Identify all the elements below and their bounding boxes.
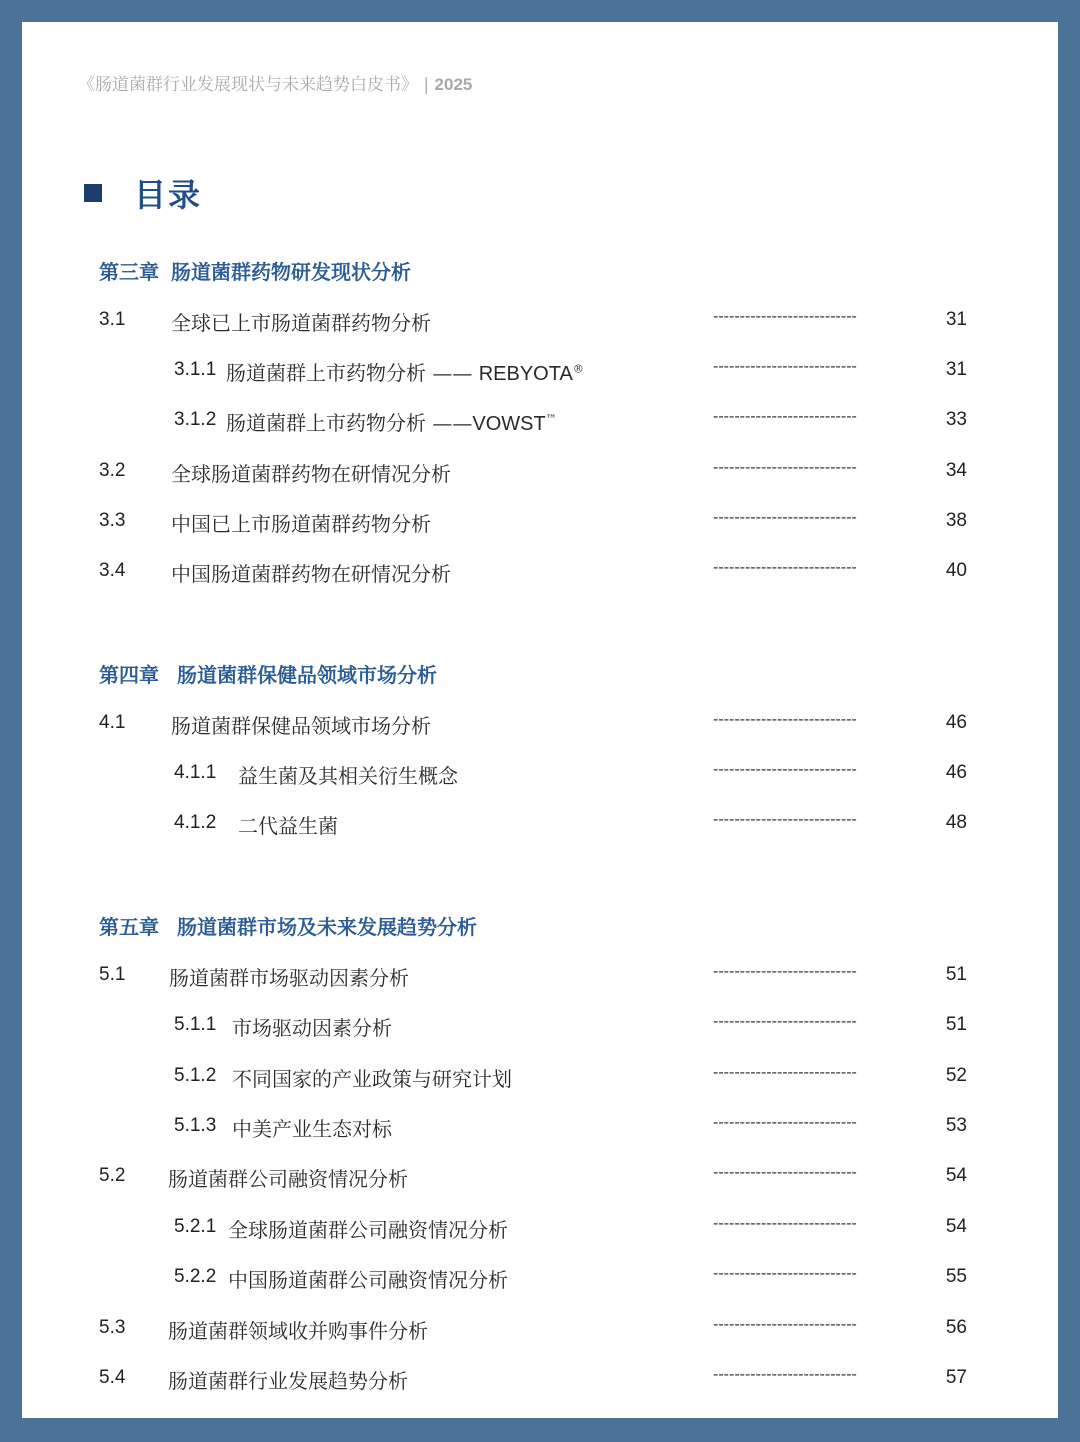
entry-page-number: 34 [945,460,967,481]
toc-entry[interactable] [22,406,1058,436]
entry-number: 5.3 [99,1317,126,1338]
entry-number: 5.2.2 [174,1266,217,1287]
entry-title: 中国肠道菌群药物在研情况分析 [171,562,451,586]
chapter-heading[interactable] [99,911,477,940]
dot-leader: --------------------------- [713,1215,857,1232]
entry-page-number: 51 [945,964,967,985]
entry-number: 3.2 [99,460,126,481]
entry-title: 中美产业生态对标 [232,1117,392,1141]
entry-number: 4.1.1 [174,762,217,783]
entry-title: 中国肠道菌群公司融资情况分析 [228,1268,508,1292]
entry-page-number: 40 [945,560,967,581]
entry-title: 肠道菌群上市药物分析 —— REBYOTA® [226,361,584,385]
entry-title: 肠道菌群公司融资情况分析 [168,1167,408,1191]
entry-number: 3.1 [99,309,126,330]
toc-entry[interactable] [22,306,1058,336]
entry-title: 肠道菌群市场驱动因素分析 [169,966,409,990]
dot-leader: --------------------------- [713,509,857,526]
dot-leader: --------------------------- [713,1013,857,1030]
dot-leader: --------------------------- [713,1064,857,1081]
entry-title: 肠道菌群领域收并购事件分析 [168,1319,428,1343]
dot-leader: --------------------------- [713,711,857,728]
entry-title: 全球肠道菌群公司融资情况分析 [228,1218,508,1242]
entry-number: 3.4 [99,560,126,581]
toc-entry[interactable] [22,759,1058,789]
dot-leader: --------------------------- [713,459,857,476]
toc-entry[interactable] [22,1062,1058,1092]
entry-title: 二代益生菌 [238,814,338,838]
entry-page-number: 48 [945,812,967,833]
chapter-prefix: 第四章 [99,663,159,687]
entry-page-number: 57 [945,1367,967,1388]
chapter-title: 肠道菌群药物研发现状分析 [171,260,411,284]
toc-entry[interactable] [22,709,1058,739]
entry-number: 5.1 [99,964,126,985]
dot-leader: --------------------------- [713,559,857,576]
dot-leader: --------------------------- [713,358,857,375]
chapter-title: 肠道菌群市场及未来发展趋势分析 [177,915,477,939]
entry-number: 3.3 [99,510,126,531]
toc-entry[interactable] [22,1213,1058,1243]
dot-leader: --------------------------- [713,761,857,778]
entry-page-number: 31 [945,309,967,330]
entry-title: 肠道菌群上市药物分析 ——VOWST™ [226,411,557,435]
dot-leader: --------------------------- [713,408,857,425]
entry-page-number: 38 [945,510,967,531]
dot-leader: --------------------------- [713,1164,857,1181]
entry-title: 益生菌及其相关衍生概念 [238,764,458,788]
entry-number: 3.1.2 [174,409,217,430]
entry-number: 5.1.2 [174,1065,217,1086]
entry-page-number: 33 [945,409,967,430]
toc-entry[interactable] [22,1263,1058,1293]
header-separator: | [418,75,435,95]
toc-entry[interactable] [22,1011,1058,1041]
dot-leader: --------------------------- [713,1265,857,1282]
entry-page-number: 54 [945,1165,967,1186]
entry-number: 5.2.1 [174,1216,217,1237]
entry-title: 不同国家的产业政策与研究计划 [232,1067,512,1091]
dot-leader: --------------------------- [713,1316,857,1333]
drug-name: REBYOTA [478,363,573,385]
drug-name: VOWST [472,413,546,435]
entry-page-number: 46 [945,712,967,733]
toc-entry[interactable] [22,457,1058,487]
dot-leader: --------------------------- [713,1366,857,1383]
entry-number: 5.4 [99,1367,126,1388]
report-year: 2025 [434,75,473,94]
entry-page-number: 53 [945,1115,967,1136]
registered-mark: ® [572,362,584,376]
dot-leader: --------------------------- [713,308,857,325]
entry-title: 全球已上市肠道菌群药物分析 [171,311,431,335]
entry-number: 4.1 [99,712,126,733]
toc-entry[interactable] [22,557,1058,587]
title-square-marker [84,184,102,202]
entry-number: 4.1.2 [174,812,217,833]
chapter-prefix: 第三章 [99,260,159,284]
entry-page-number: 56 [945,1317,967,1338]
document-page [22,22,1058,1418]
dot-leader: --------------------------- [713,1114,857,1131]
toc-entry[interactable] [22,1162,1058,1192]
toc-entry[interactable] [22,507,1058,537]
report-title: 《肠道菌群行业发展现状与未来趋势白皮书》 [78,75,418,95]
toc-entry[interactable] [22,961,1058,991]
toc-entry[interactable] [22,809,1058,839]
entry-page-number: 31 [945,359,967,380]
entry-title: 中国已上市肠道菌群药物分析 [171,512,431,536]
entry-page-number: 54 [945,1216,967,1237]
dot-leader: --------------------------- [713,963,857,980]
toc-entry[interactable] [22,356,1058,386]
entry-number: 3.1.1 [174,359,217,380]
entry-number: 5.1.3 [174,1115,217,1136]
entry-page-number: 46 [945,762,967,783]
toc-entry[interactable] [22,1364,1058,1394]
chapter-heading[interactable] [99,659,437,688]
toc-entry[interactable] [22,1314,1058,1344]
entry-title: 肠道菌群行业发展趋势分析 [168,1369,408,1393]
entry-title: 市场驱动因素分析 [232,1016,392,1040]
dot-leader: --------------------------- [713,811,857,828]
running-header [78,70,472,95]
entry-number: 5.1.1 [174,1014,217,1035]
toc-entry[interactable] [22,1112,1058,1142]
entry-title: 全球肠道菌群药物在研情况分析 [171,462,451,486]
toc-heading: 目录 [134,176,203,214]
chapter-prefix: 第五章 [99,915,159,939]
entry-page-number: 51 [945,1014,967,1035]
entry-title: 肠道菌群保健品领域市场分析 [171,714,431,738]
trademark-mark: ™ [545,412,557,426]
chapter-title: 肠道菌群保健品领域市场分析 [177,663,437,687]
entry-page-number: 52 [945,1065,967,1086]
entry-number: 5.2 [99,1165,126,1186]
chapter-heading[interactable] [99,256,411,285]
entry-page-number: 55 [945,1266,967,1287]
